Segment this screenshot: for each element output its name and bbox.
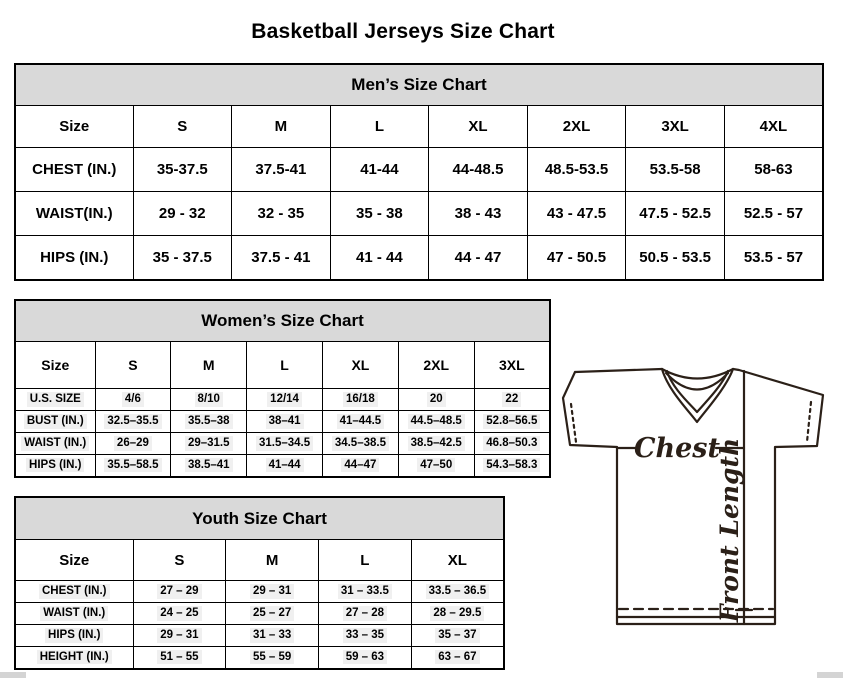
table-cell	[133, 581, 226, 603]
table-cell	[247, 411, 323, 433]
cell-text: 38.5–41	[185, 458, 233, 472]
cell-text: HIPS (IN.)	[45, 628, 103, 642]
cell-text: 8/10	[195, 392, 223, 406]
table-cell	[319, 625, 412, 647]
cell-text: 44–47	[341, 458, 379, 472]
table-cell: 52.5 - 57	[724, 192, 823, 236]
cell-text: 29–31.5	[185, 436, 233, 450]
cell-text: 55 – 59	[250, 650, 294, 664]
cell-text: 29 – 31	[157, 628, 201, 642]
row-label: WAIST(IN.)	[15, 192, 133, 236]
youth-size-table	[14, 496, 505, 670]
row-label	[15, 581, 133, 603]
table-cell: 43 - 47.5	[527, 192, 626, 236]
table-cell: 48.5-53.5	[527, 148, 626, 192]
table-row	[15, 411, 550, 433]
jersey-measurement-diagram	[558, 360, 843, 645]
table-cell	[319, 581, 412, 603]
scrollbar-right-button[interactable]	[817, 672, 843, 678]
page-title: Basketball Jerseys Size Chart	[251, 20, 555, 44]
table-cell	[474, 411, 550, 433]
table-cell	[226, 581, 319, 603]
cell-text: 28 – 29.5	[430, 606, 484, 620]
table-row	[15, 625, 504, 647]
table-row	[15, 433, 550, 455]
table-cell: 47 - 50.5	[527, 236, 626, 280]
table-cell	[319, 647, 412, 669]
row-label	[15, 455, 95, 477]
mens-size-table	[14, 63, 824, 281]
table-cell	[95, 411, 171, 433]
table-cell: 53.5 - 57	[724, 236, 823, 280]
row-label	[15, 647, 133, 669]
table-row	[15, 581, 504, 603]
table-cell: 58-63	[724, 148, 823, 192]
row-label	[15, 603, 133, 625]
table-cell	[411, 625, 504, 647]
table-cell	[171, 455, 247, 477]
cell-text: 35 – 37	[435, 628, 479, 642]
table-cell	[474, 389, 550, 411]
row-label	[15, 411, 95, 433]
cell-text: 26–29	[114, 436, 152, 450]
cell-text: 34.5–38.5	[332, 436, 389, 450]
cell-text: 20	[427, 392, 446, 406]
size-header-cell: M	[232, 106, 331, 148]
cell-text: 46.8–50.3	[483, 436, 540, 450]
table-cell	[95, 433, 171, 455]
cell-text: 25 – 27	[250, 606, 294, 620]
collar-outer-icon	[662, 369, 733, 422]
table-row	[15, 603, 504, 625]
cell-text: BUST (IN.)	[24, 414, 87, 428]
size-column-header: Size	[15, 106, 133, 148]
size-header-cell: 2XL	[398, 342, 474, 389]
table-cell: 38 - 43	[429, 192, 528, 236]
cell-text: 47–50	[417, 458, 455, 472]
table-cell	[95, 455, 171, 477]
cell-text: WAIST (IN.)	[40, 606, 108, 620]
cell-text: 38.5–42.5	[408, 436, 465, 450]
cell-text: 52.8–56.5	[483, 414, 540, 428]
table-cell: 35 - 37.5	[133, 236, 232, 280]
table-cell	[474, 433, 550, 455]
size-header-cell: 4XL	[724, 106, 823, 148]
table-cell	[226, 625, 319, 647]
row-label: HIPS (IN.)	[15, 236, 133, 280]
cell-text: 54.3–58.3	[483, 458, 540, 472]
cell-text: 24 – 25	[157, 606, 201, 620]
table-cell	[411, 581, 504, 603]
cell-text: 31.5–34.5	[256, 436, 313, 450]
cell-text: HEIGHT (IN.)	[37, 650, 112, 664]
table-cell: 35-37.5	[133, 148, 232, 192]
table-cell	[322, 389, 398, 411]
table-title: Men’s Size Chart	[15, 64, 823, 106]
table-cell	[322, 411, 398, 433]
table-cell	[398, 389, 474, 411]
size-header-cell: XL	[429, 106, 528, 148]
table-row	[15, 148, 823, 192]
size-header-cell: S	[133, 540, 226, 581]
table-cell	[247, 455, 323, 477]
size-column-header: Size	[15, 342, 95, 389]
table-cell: 41-44	[330, 148, 429, 192]
table-cell	[319, 603, 412, 625]
cell-text: 4/6	[122, 392, 144, 406]
size-header-cell: XL	[411, 540, 504, 581]
table-cell	[133, 647, 226, 669]
row-label	[15, 433, 95, 455]
table-cell	[411, 603, 504, 625]
size-header-cell: 3XL	[626, 106, 725, 148]
womens-size-table	[14, 299, 551, 478]
size-header-cell: L	[319, 540, 412, 581]
table-cell	[398, 433, 474, 455]
table-cell	[171, 433, 247, 455]
cell-text: 31 – 33.5	[338, 584, 392, 598]
table-cell	[411, 647, 504, 669]
cell-text: U.S. SIZE	[27, 392, 84, 406]
table-cell: 35 - 38	[330, 192, 429, 236]
row-label	[15, 625, 133, 647]
size-header-cell: L	[330, 106, 429, 148]
cell-text: 22	[502, 392, 521, 406]
table-cell	[226, 647, 319, 669]
table-cell	[322, 455, 398, 477]
table-cell: 53.5-58	[626, 148, 725, 192]
table-row	[15, 455, 550, 477]
table-cell	[171, 411, 247, 433]
cell-text: 33 – 35	[343, 628, 387, 642]
table-cell: 32 - 35	[232, 192, 331, 236]
cell-text: 16/18	[343, 392, 378, 406]
cell-text: 35.5–38	[185, 414, 233, 428]
cell-text: 44.5–48.5	[408, 414, 465, 428]
row-label: CHEST (IN.)	[15, 148, 133, 192]
front-length-label: Front Length	[715, 437, 744, 623]
table-cell: 50.5 - 53.5	[626, 236, 725, 280]
size-header-cell: L	[247, 342, 323, 389]
cell-text: 63 – 67	[435, 650, 479, 664]
table-title: Women’s Size Chart	[15, 300, 550, 342]
size-header-cell: S	[95, 342, 171, 389]
table-cell	[171, 389, 247, 411]
cell-text: 29 – 31	[250, 584, 294, 598]
cell-text: 33.5 – 36.5	[426, 584, 490, 598]
size-column-header: Size	[15, 540, 133, 581]
table-row	[15, 236, 823, 280]
left-cuff-dashed-line	[571, 404, 576, 442]
collar-inner-icon	[667, 371, 728, 412]
table-cell: 37.5-41	[232, 148, 331, 192]
row-label	[15, 389, 95, 411]
size-header-cell: S	[133, 106, 232, 148]
cell-text: 38–41	[266, 414, 304, 428]
table-row	[15, 192, 823, 236]
cell-text: HIPS (IN.)	[26, 458, 84, 472]
table-cell	[398, 455, 474, 477]
size-header-cell: 3XL	[474, 342, 550, 389]
table-cell	[322, 433, 398, 455]
table-cell: 44-48.5	[429, 148, 528, 192]
table-cell	[133, 603, 226, 625]
size-header-cell: 2XL	[527, 106, 626, 148]
table-cell	[95, 389, 171, 411]
table-cell: 44 - 47	[429, 236, 528, 280]
table-cell: 29 - 32	[133, 192, 232, 236]
table-cell	[474, 455, 550, 477]
cell-text: 59 – 63	[343, 650, 387, 664]
table-cell	[398, 411, 474, 433]
cell-text: 41–44.5	[337, 414, 385, 428]
cell-text: 27 – 28	[343, 606, 387, 620]
cell-text: WAIST (IN.)	[21, 436, 89, 450]
size-header-cell: M	[226, 540, 319, 581]
right-cuff-dashed-line	[807, 402, 811, 442]
cell-text: 51 – 55	[157, 650, 201, 664]
table-cell: 37.5 - 41	[232, 236, 331, 280]
cell-text: 12/14	[267, 392, 302, 406]
table-cell	[226, 603, 319, 625]
size-header-cell: M	[171, 342, 247, 389]
cell-text: CHEST (IN.)	[39, 584, 110, 598]
chest-label: Chest	[634, 433, 720, 464]
table-cell: 41 - 44	[330, 236, 429, 280]
table-cell	[247, 433, 323, 455]
size-header-cell: XL	[322, 342, 398, 389]
cell-text: 41–44	[266, 458, 304, 472]
table-row	[15, 647, 504, 669]
cell-text: 32.5–35.5	[104, 414, 161, 428]
table-cell	[133, 625, 226, 647]
table-cell	[247, 389, 323, 411]
table-cell: 47.5 - 52.5	[626, 192, 725, 236]
cell-text: 35.5–58.5	[104, 458, 161, 472]
scrollbar-left-button[interactable]	[0, 672, 26, 678]
cell-text: 31 – 33	[250, 628, 294, 642]
table-row	[15, 389, 550, 411]
table-title: Youth Size Chart	[15, 497, 504, 540]
cell-text: 27 – 29	[157, 584, 201, 598]
